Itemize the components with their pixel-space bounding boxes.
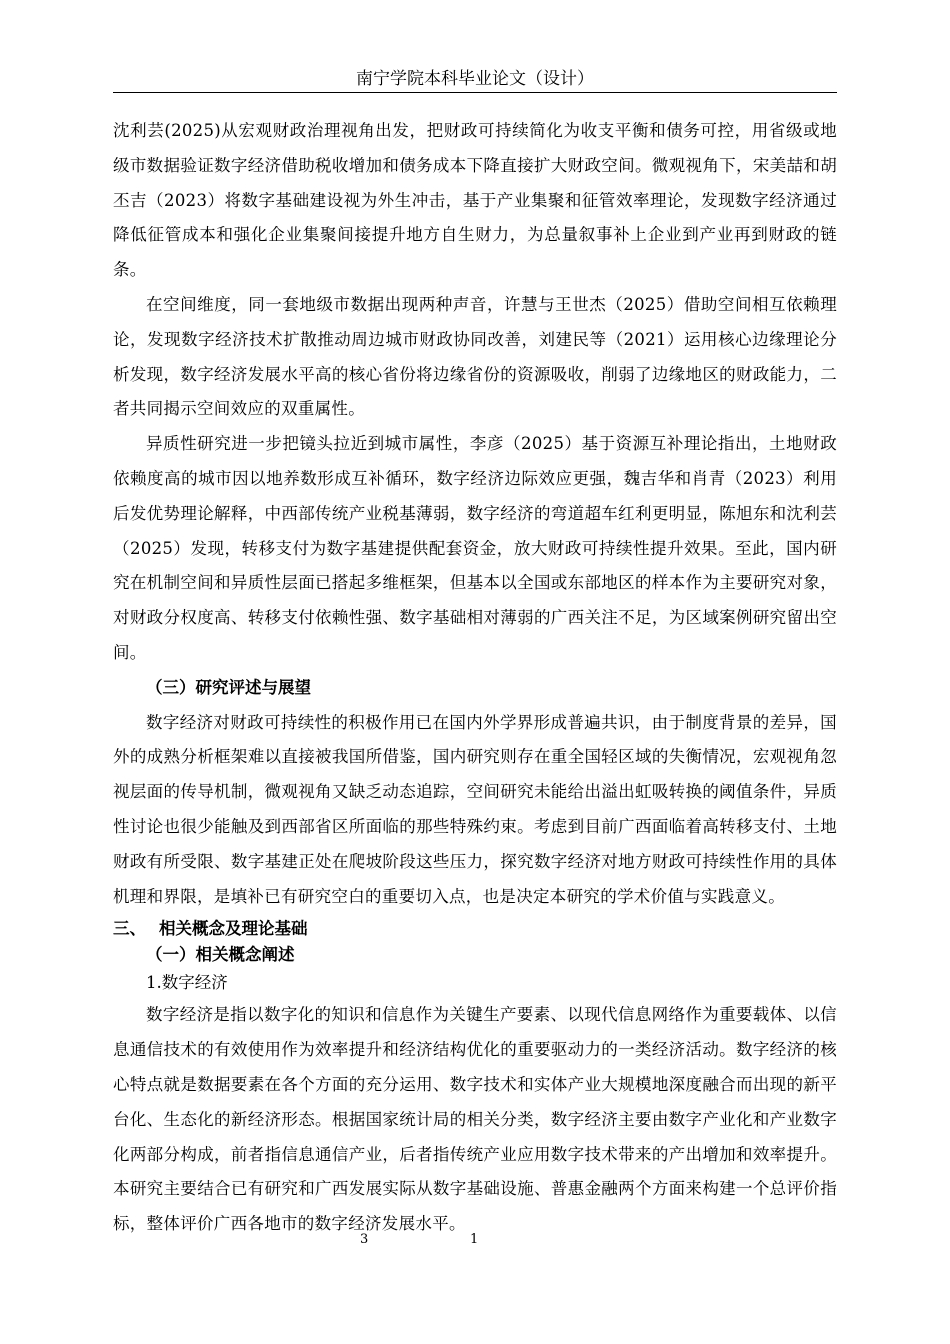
paragraph-digital-economy: 数字经济是指以数字化的知识和信息作为关键生产要素、以现代信息网络作为重要载体、以信息通信技术的有效使用作为效率提升和经济结构优化的重要驱动力的一类经济活动。数字经济的核心特点就是数据要素在各个方面的充分运用、数字技术和实体产业大规模地深度融合而出现的新平台化、生态化的新经济形态。根据国家统计局的相关分类，数字经济主要由数字产业化和产业数字化两部分构成，前者指信息通信产业，后者指传统产业应用数字技术带来的产出增加和效率提升。本研究主要结合已有研究和广西发展实际从数字基础设施、普惠金融两个方面来构建一个总评价指标，整体评价广西各地市的数字经济发展水平。: [113, 1005, 837, 1234]
footer-page-number-left: 3: [360, 1232, 369, 1247]
footer-page-number-right: 1: [470, 1232, 479, 1247]
heading-research-review: （三）研究评述与展望: [146, 677, 311, 697]
document-body: [113, 114, 837, 1242]
heading-concepts: （一）相关概念阐述: [146, 945, 295, 965]
paragraph-review: 数字经济对财政可持续性的积极作用已在国内外学界形成普遍共识，由于制度背景的差异，国外的成熟分析框架难以直接被我国所借鉴，国内研究则存在重全国轻区域的失衡情况，宏观视角忽视层面的传导机制，微观视角又缺乏动态追踪，空间研究未能给出溢出虹吸转换的阈值条件，异质性讨论也很少能触及到西部省区所面临的那些特殊约束。考虑到目前广西面临着高转移支付、土地财政有所受限、数字基建正处在爬坡阶段这些压力，探究数字经济对地方财政可持续性作用的具体机理和界限，是填补已有研究空白的重要切入点，也是决定本研究的学术价值与实践意义。: [113, 712, 837, 906]
heading-section-three: [113, 914, 837, 942]
page-header-title: 南宁学院本科毕业论文（设计）: [356, 69, 594, 89]
heading-digital-economy: 1.数字经济: [146, 973, 228, 993]
paragraph-heterogeneity: 异质性研究进一步把镜头拉近到城市属性，李彦（2025）基于资源互补理论指出，土地财政依赖度高的城市因以地养数形成互补循环，数字经济边际效应更强，魏吉华和肖青（2023）利用后发优势理论解释，中西部传统产业税基薄弱，数字经济的弯道超车红利更明显，陈旭东和沈利芸（2025）发现，转移支付为数字基建提供配套资金，放大财政可持续性提升效果。至此，国内研究在机制空间和异质性层面已搭起多维框架，但基本以全国或东部地区的样本作为主要研究对象，对财政分权度高、转移支付依赖性强、数字基础相对薄弱的广西关注不足，为区域案例研究留出空间。: [113, 434, 837, 662]
paragraph-spatial: 在空间维度，同一套地级市数据出现两种声音，许慧与王世杰（2025）借助空间相互依赖理论，发现数字经济技术扩散推动周边城市财政协同改善，刘建民等（2021）运用核心边缘理论分析发现，数字经济发展水平高的核心省份将边缘省份的资源吸收，削弱了边缘地区的财政能力，二者共同揭示空间效应的双重属性。: [113, 294, 837, 419]
section-number: 三、: [113, 919, 146, 939]
header-divider: [113, 92, 837, 93]
paragraph-macro-micro: 沈利芸(2025)从宏观财政治理视角出发，把财政可持续简化为收支平衡和债务可控，用省级或地级市数据验证数字经济借助税收增加和债务成本下降直接扩大财政空间。微观视角下，宋美喆和胡丕吉（2023）将数字基础建设视为外生冲击，基于产业集聚和征管效率理论，发现数字经济通过降低征管成本和强化企业集聚间接提升地方自生财力，为总量叙事补上企业到产业再到财政的链条。: [113, 121, 837, 280]
section-title: 相关概念及理论基础: [159, 919, 308, 939]
